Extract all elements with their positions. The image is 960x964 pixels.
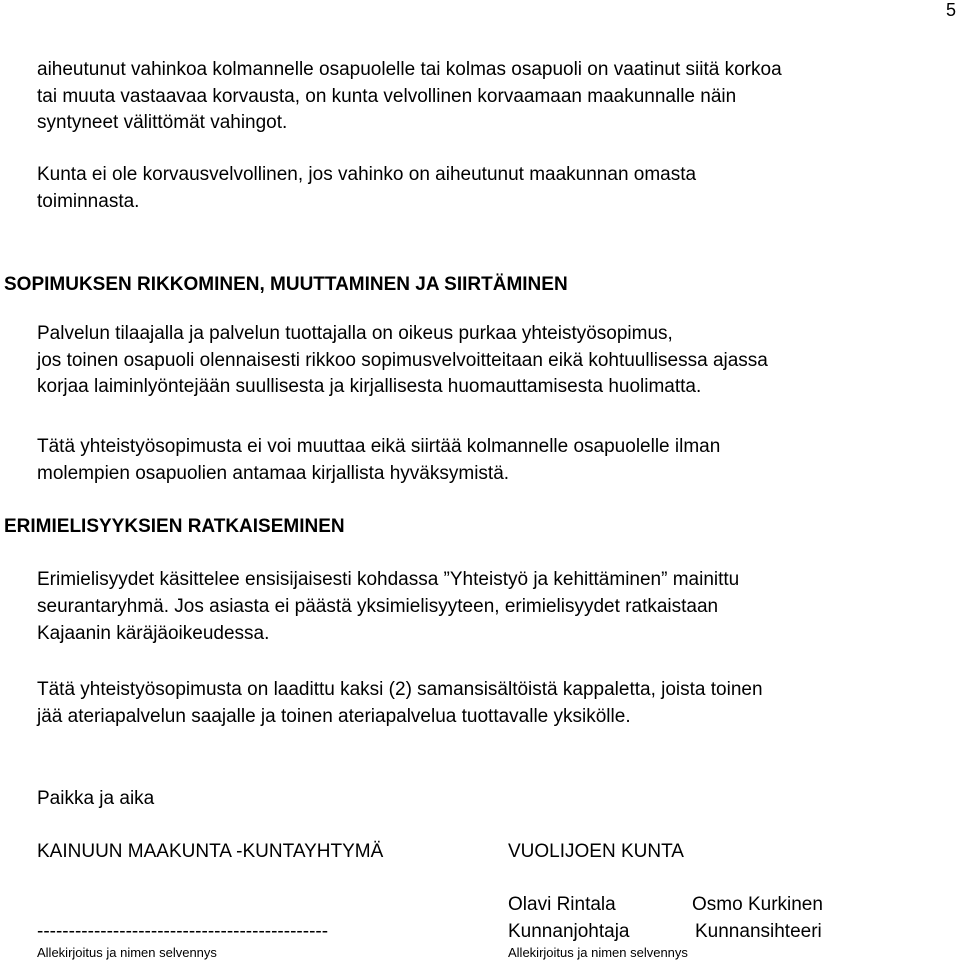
party-right-name: VUOLIJOEN KUNTA: [508, 841, 684, 862]
paragraph-line: Palvelun tilaajalla ja palvelun tuottajalla on oikeus purkaa yhteistyösopimus,: [37, 323, 673, 344]
paragraph-line: Kajaanin käräjäoikeudessa.: [37, 623, 270, 644]
paragraph-line: toiminnasta.: [37, 191, 140, 212]
signer2-name: Osmo Kurkinen: [692, 894, 823, 915]
section-heading: SOPIMUKSEN RIKKOMINEN, MUUTTAMINEN JA SIIRTÄMINEN: [4, 274, 568, 295]
signature-line: ----------------------------------------------: [37, 921, 329, 942]
party-left-name: KAINUUN MAAKUNTA -KUNTAYHTYMÄ: [37, 841, 384, 862]
section-heading: ERIMIELISYYKSIEN RATKAISEMINEN: [4, 516, 345, 537]
paragraph-line: korjaa laiminlyöntejään suullisesta ja kirjallisesta huomauttamisesta huolimatta.: [37, 376, 702, 397]
paragraph-line: Kunta ei ole korvausvelvollinen, jos vahinko on aiheutunut maakunnan omasta: [37, 164, 697, 185]
paragraph-line: jää ateriapalvelun saajalle ja toinen ateriapalvelua tuottavalle yksikölle.: [37, 706, 631, 727]
paragraph-line: Erimielisyydet käsittelee ensisijaisesti kohdassa ”Yhteistyö ja kehittäminen” mainittu: [37, 569, 740, 590]
signer1-name: Olavi Rintala: [508, 894, 616, 915]
signature-caption-right: Allekirjoitus ja nimen selvennys: [508, 945, 688, 960]
signer2-title: Kunnansihteeri: [695, 921, 822, 942]
signature-caption-left: Allekirjoitus ja nimen selvennys: [37, 945, 217, 960]
paragraph-line: molempien osapuolien antamaa kirjallista hyväksymistä.: [37, 463, 510, 484]
paragraph-line: tai muuta vastaavaa korvausta, on kunta velvollinen korvaamaan maakunnalle näin: [37, 86, 737, 107]
paragraph-line: jos toinen osapuoli olennaisesti rikkoo sopimusvelvoitteitaan eikä kohtuullisessa ajassa: [37, 350, 768, 371]
paragraph-line: syntyneet välittömät vahingot.: [37, 112, 288, 133]
paragraph-line: seurantaryhmä. Jos asiasta ei päästä yksimielisyyteen, erimielisyydet ratkaistaan: [37, 596, 719, 617]
paragraph-line: aiheutunut vahinkoa kolmannelle osapuolelle tai kolmas osapuoli on vaatinut siitä korkoa: [37, 59, 782, 80]
page-number: 5: [945, 0, 956, 20]
signer1-title: Kunnanjohtaja: [508, 921, 630, 942]
place-and-date-label: Paikka ja aika: [37, 788, 155, 809]
paragraph-line: Tätä yhteistyösopimusta on laadittu kaksi (2) samansisältöistä kappaletta, joista toinen: [37, 679, 763, 700]
paragraph-line: Tätä yhteistyösopimusta ei voi muuttaa eikä siirtää kolmannelle osapuolelle ilman: [37, 436, 721, 457]
